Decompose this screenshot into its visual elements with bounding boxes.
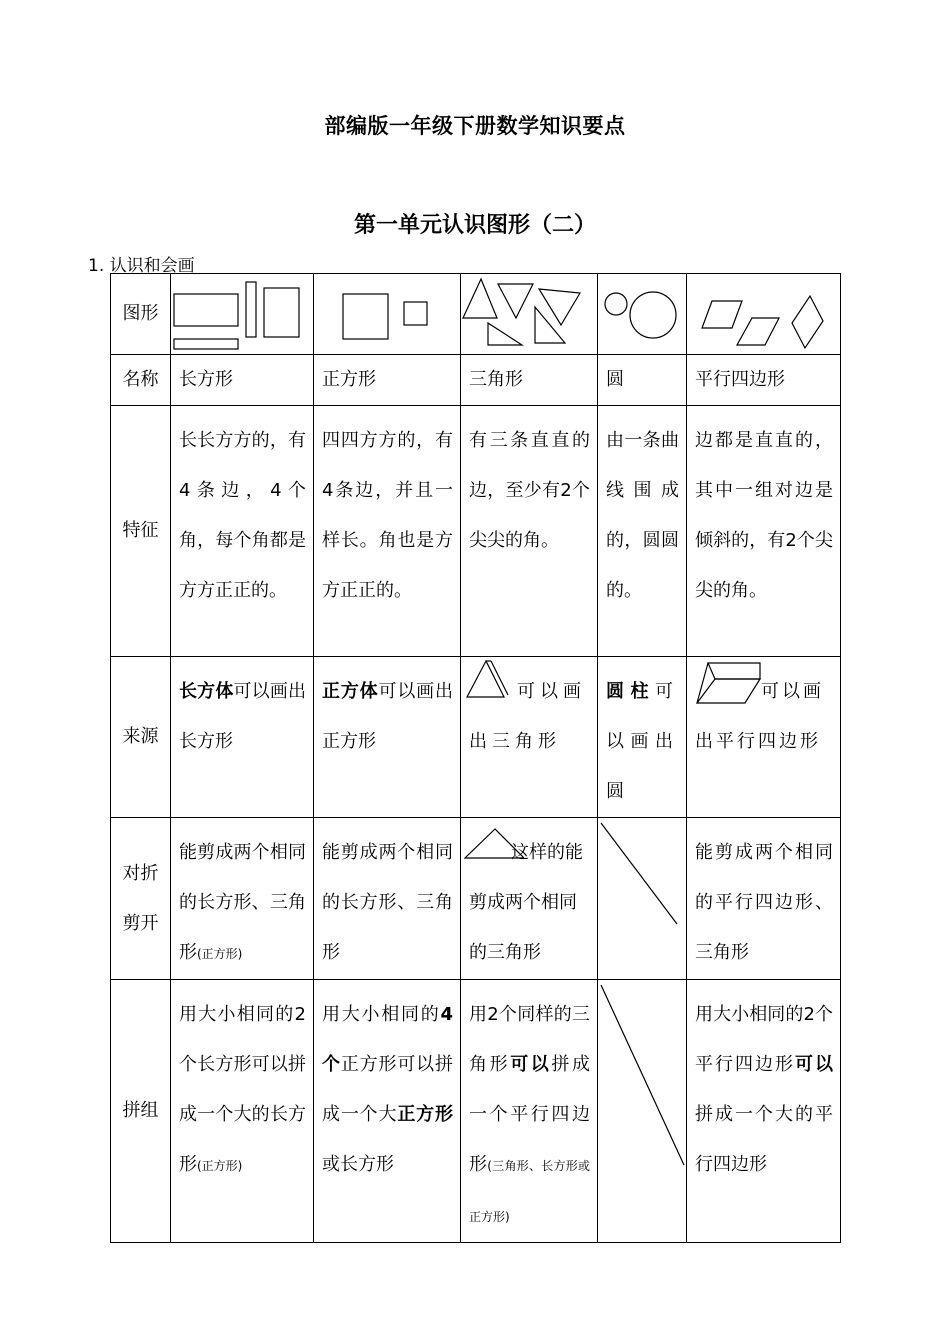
name-rectangle: 长方形 xyxy=(171,355,314,406)
combine-triangle-c: 拼成一个平行四边形 xyxy=(469,1054,591,1175)
source-parallelogram xyxy=(687,657,841,818)
row-header-fold: 对折剪开 xyxy=(111,818,171,980)
feature-row xyxy=(111,406,841,657)
document-title: 部编版一年级下册数学知识要点 xyxy=(324,114,626,138)
source-circle-text: 可以画出圆 xyxy=(606,681,679,802)
not-applicable-slash xyxy=(598,980,686,1242)
combine-row xyxy=(111,980,841,1243)
triangles-figure xyxy=(461,274,598,354)
name-circle: 圆 xyxy=(598,355,687,406)
section-label: 1. 认识和会画 xyxy=(88,256,195,276)
source-square xyxy=(314,657,461,818)
row-header-shape: 图形 xyxy=(111,274,171,355)
combine-square xyxy=(314,980,461,1243)
source-square-bold: 正方体 xyxy=(322,681,379,702)
row-header-combine: 拼组 xyxy=(111,980,171,1243)
source-rectangle xyxy=(171,657,314,818)
combine-triangle-note: (三角形、长方形或正方形) xyxy=(469,1159,591,1224)
feature-parallelogram: 边都是直直的，其中一组对边是倾斜的，有2个尖尖的角。 xyxy=(687,406,841,657)
triangle-figures-cell xyxy=(461,274,598,355)
source-circle-bold: 圆柱 xyxy=(606,681,655,702)
name-parallelogram: 平行四边形 xyxy=(687,355,841,406)
fold-rectangle xyxy=(171,818,314,980)
unit-title: 第一单元认识图形（二） xyxy=(353,213,596,238)
fold-rectangle-note: (正方形) xyxy=(197,947,243,961)
shape-row xyxy=(111,274,841,355)
source-square-text: 可以画出正方形 xyxy=(322,681,453,752)
source-rectangle-text: 可以画出长方形 xyxy=(179,681,306,752)
rectangle-figures-cell xyxy=(171,274,314,355)
row-header-name: 名称 xyxy=(111,355,171,406)
name-row xyxy=(111,355,841,406)
combine-parallelogram xyxy=(687,980,841,1243)
feature-rectangle: 长长方方的，有4条边，4个角，每个角都是方方正正的。 xyxy=(171,406,314,657)
combine-parallelogram-c: 拼成一个大的平行四边形 xyxy=(695,1104,833,1175)
squares-figure xyxy=(314,274,461,354)
source-triangle xyxy=(461,657,598,818)
combine-parallelogram-b: 可以 xyxy=(795,1054,833,1075)
parallelograms-figure xyxy=(687,274,841,354)
combine-rectangle xyxy=(171,980,314,1243)
combine-rectangle-note: (正方形) xyxy=(197,1159,243,1173)
circle-figures-cell xyxy=(598,274,687,355)
fold-square: 能剪成两个相同的长方形、三角形 xyxy=(314,818,461,980)
fold-rectangle-text: 能剪成两个相同的长方形、三角形 xyxy=(179,842,306,963)
feature-triangle: 有三条直直的边，至少有2个尖尖的角。 xyxy=(461,406,598,657)
not-applicable-slash xyxy=(598,818,686,979)
fold-parallelogram: 能剪成两个相同的平行四边形、三角形 xyxy=(687,818,841,980)
combine-square-e: 或长方形 xyxy=(322,1154,394,1175)
name-square: 正方形 xyxy=(314,355,461,406)
fold-triangle xyxy=(461,818,598,980)
row-header-feature: 特征 xyxy=(111,406,171,657)
triangular-prism-icon xyxy=(464,657,514,707)
circles-figure xyxy=(598,274,687,354)
combine-square-d: 正方形 xyxy=(397,1104,454,1125)
combine-square-c: 正方形可以拼成一个大 xyxy=(322,1054,454,1125)
knowledge-table xyxy=(110,273,841,1243)
rectangles-figure xyxy=(171,274,314,354)
isosceles-triangle-icon xyxy=(464,818,524,868)
combine-parallelogram-a: 用大小相同的2个平行四边形 xyxy=(695,1004,833,1075)
row-header-source: 来源 xyxy=(111,657,171,818)
fold-triangle-text: 这样的能剪成两个相同的三角形 xyxy=(469,842,583,963)
fold-row xyxy=(111,818,841,980)
combine-triangle-b: 可以 xyxy=(510,1054,552,1075)
combine-rectangle-text: 用大小相同的2个长方形可以拼成一个大的长方形 xyxy=(179,1004,306,1175)
combine-triangle-a: 用2个同样的三角形 xyxy=(469,1004,590,1075)
fold-circle xyxy=(598,818,687,980)
source-parallelogram-text: 可以画出平行四边形 xyxy=(695,681,824,752)
source-row xyxy=(111,657,841,818)
square-figures-cell xyxy=(314,274,461,355)
combine-circle xyxy=(598,980,687,1243)
feature-circle: 由一条曲线围成的，圆圆的。 xyxy=(598,406,687,657)
feature-square: 四四方方的，有4条边，并且一样长。角也是方方正正的。 xyxy=(314,406,461,657)
parallelogram-figures-cell xyxy=(687,274,841,355)
combine-square-b: 4个 xyxy=(322,1004,453,1075)
source-triangle-text: 可以画出三角形 xyxy=(469,681,586,752)
source-circle xyxy=(598,657,687,818)
source-rectangle-bold: 长方体 xyxy=(179,681,234,702)
combine-square-a: 用大小相同的 xyxy=(322,1004,441,1025)
combine-triangle xyxy=(461,980,598,1243)
name-triangle: 三角形 xyxy=(461,355,598,406)
prism-icon xyxy=(690,657,765,707)
